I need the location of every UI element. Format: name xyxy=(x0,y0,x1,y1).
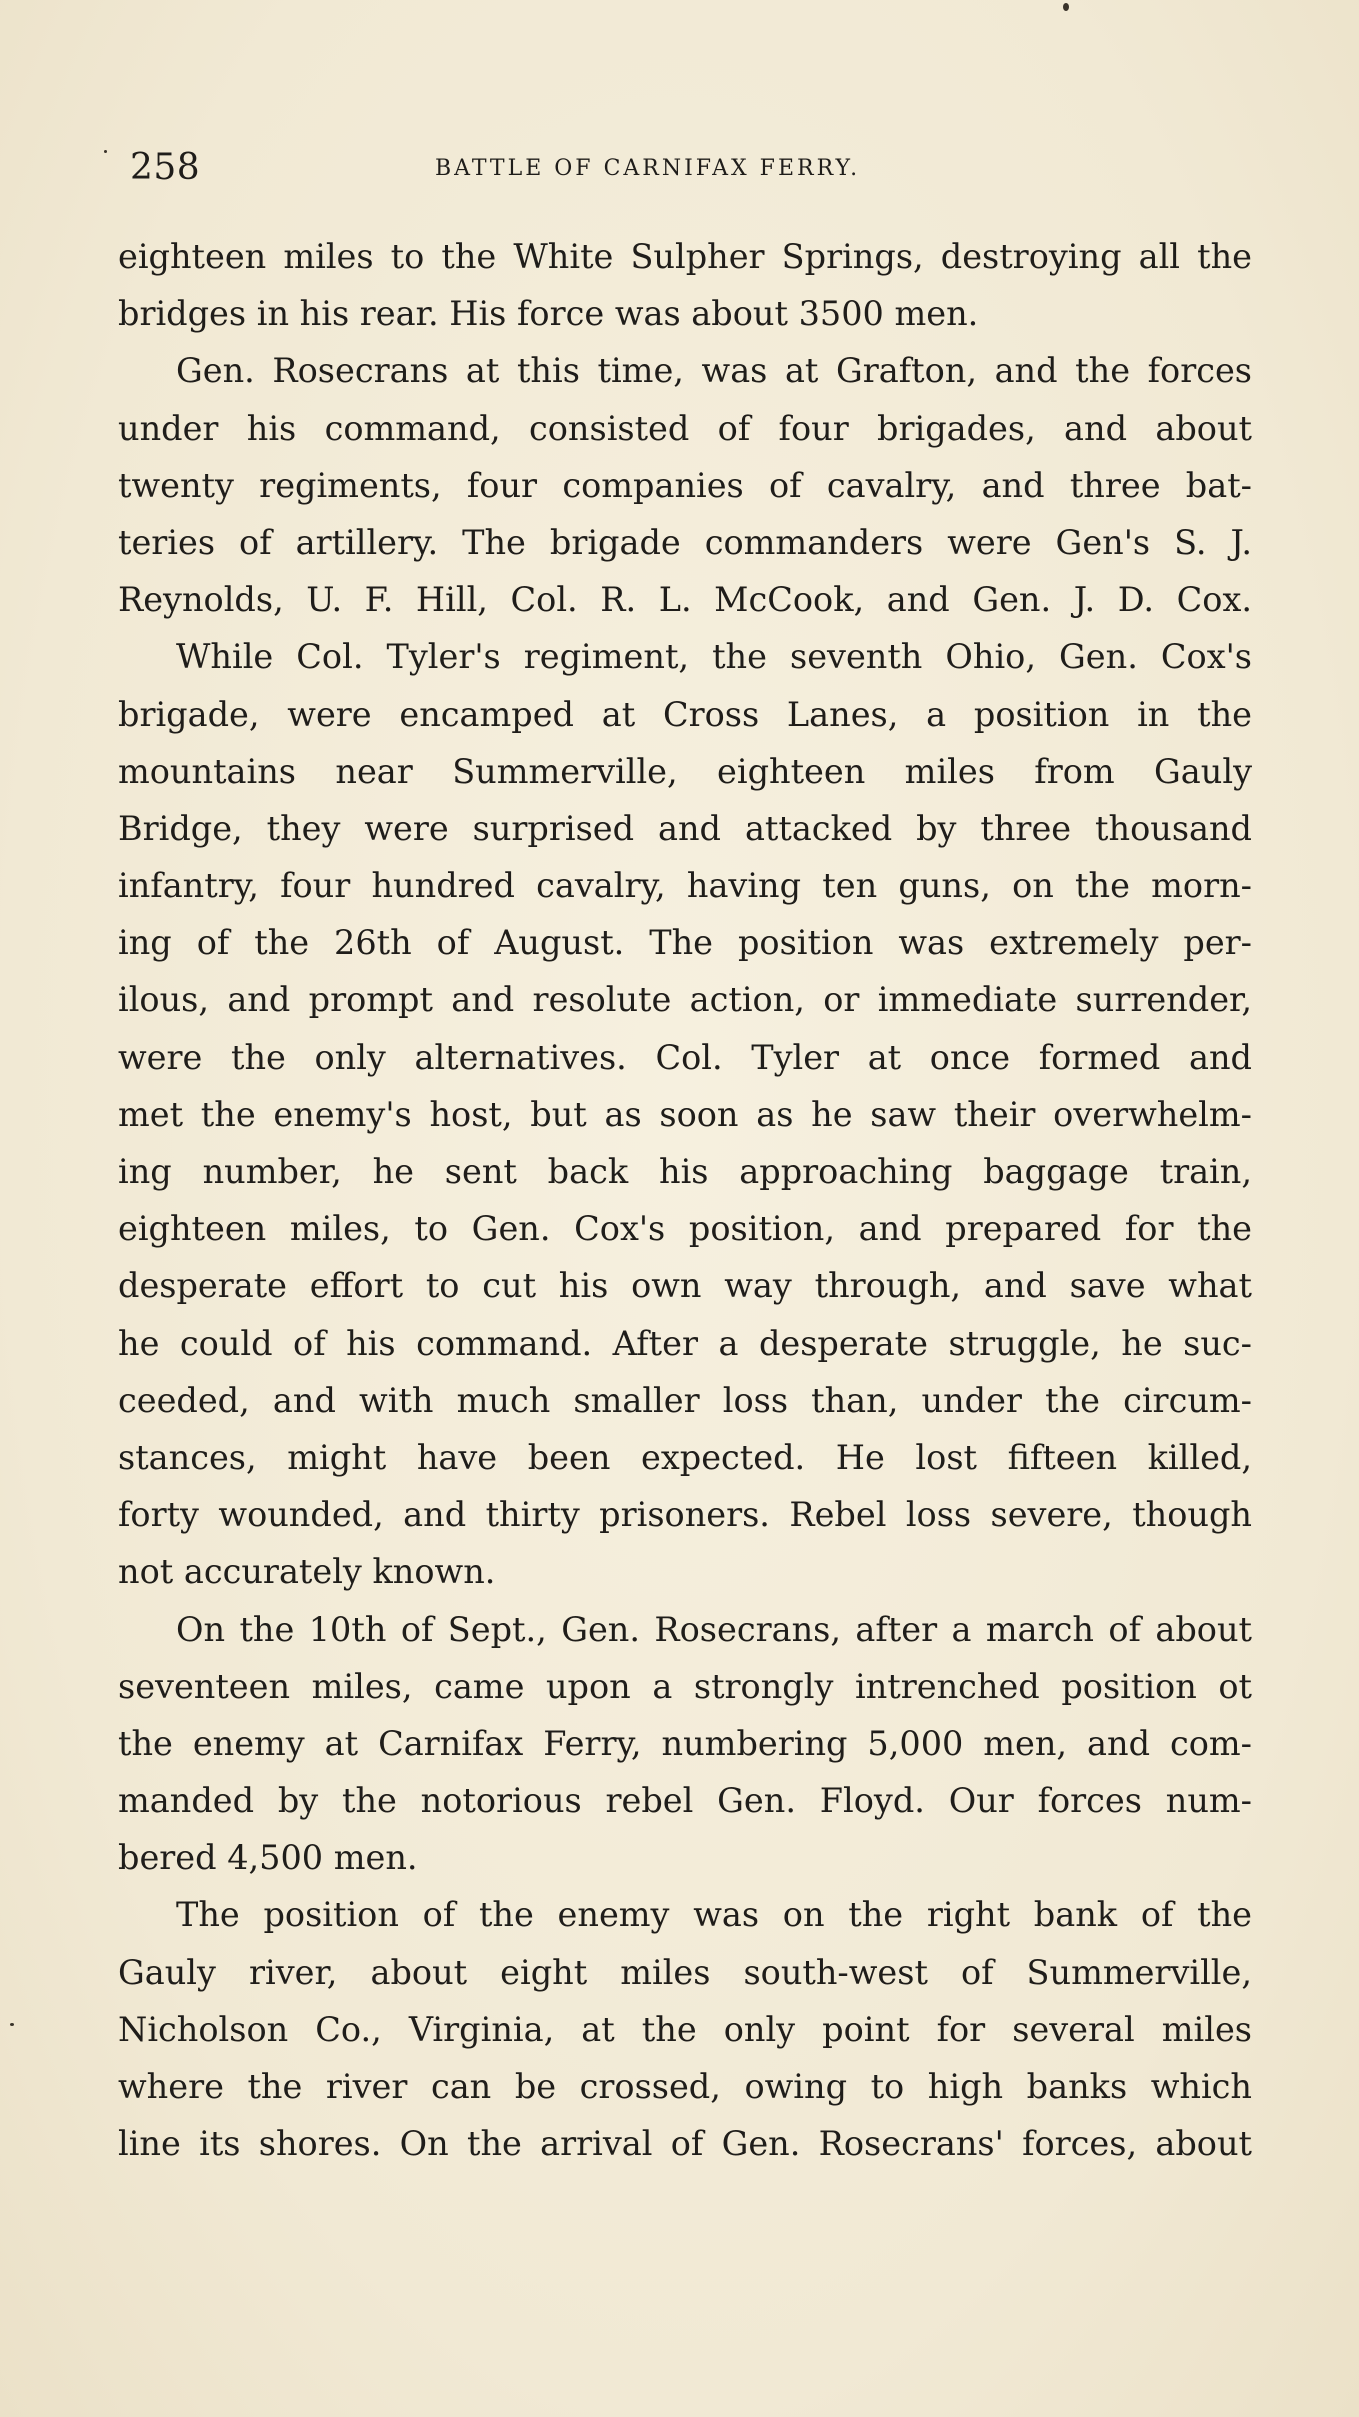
text-line: where the river can be crossed, owing to high banks which xyxy=(118,2067,1252,2106)
text-line: ilous, and prompt and resolute action, or immediate surrender, xyxy=(118,980,1252,1020)
text-line: Nicholson Co., Virginia, at the only point for several miles xyxy=(118,2009,1252,2049)
page-header xyxy=(130,143,1240,193)
text-line: under his command, consisted of four brigades, and about xyxy=(118,408,1252,448)
text-line: ceeded, and with much smaller loss than, under the circum- xyxy=(118,1380,1252,1420)
text-line: eighteen miles to the White Sulpher Springs, destroying all the xyxy=(118,237,1252,276)
text-line: the enemy at Carnifax Ferry, numbering 5,000 men, and com- xyxy=(118,1723,1252,1763)
text-line: were the only alternatives. Col. Tyler at once formed and xyxy=(118,1037,1252,1077)
text-line: met the enemy's host, but as soon as he saw their overwhelm- xyxy=(118,1094,1252,1134)
text-line: brigade, were encamped at Cross Lanes, a position in the xyxy=(118,694,1252,734)
text-line: desperate effort to cut his own way through, and save what xyxy=(118,1266,1252,1306)
body-text xyxy=(118,228,1252,2172)
text-line: bridges in his rear. His force was about 3500 men. xyxy=(118,294,979,334)
text-line: seventeen miles, came upon a strongly intrenched position ot xyxy=(118,1666,1252,1706)
page-number: 258 xyxy=(130,147,201,188)
text-line: On the 10th of Sept., Gen. Rosecrans, after a march of about xyxy=(176,1609,1252,1649)
text-line: Gen. Rosecrans at this time, was at Grafton, and the forces xyxy=(176,351,1252,391)
text-line: Bridge, they were surprised and attacked by three thousand xyxy=(118,808,1252,848)
text-line: mountains near Summerville, eighteen miles from Gauly xyxy=(118,751,1252,791)
running-head: BATTLE OF CARNIFAX FERRY. xyxy=(435,156,861,181)
ink-speck xyxy=(1063,3,1069,11)
text-line: The position of the enemy was on the right bank of the xyxy=(176,1895,1252,1935)
text-line: twenty regiments, four companies of cavalry, and three bat- xyxy=(118,465,1252,505)
ink-speck xyxy=(104,150,107,153)
text-line: manded by the notorious rebel Gen. Floyd. Our forces num- xyxy=(118,1781,1252,1821)
text-line: ing of the 26th of August. The position was extremely per- xyxy=(118,923,1252,963)
text-line: Reynolds, U. F. Hill, Col. R. L. McCook, and Gen. J. D. Cox. xyxy=(118,580,1252,620)
text-line: bered 4,500 men. xyxy=(118,1838,418,1878)
text-line: forty wounded, and thirty prisoners. Rebel loss severe, though xyxy=(118,1495,1252,1535)
text-line: While Col. Tyler's regiment, the seventh Ohio, Gen. Cox's xyxy=(176,637,1252,677)
text-line: ing number, he sent back his approaching baggage train, xyxy=(118,1152,1252,1191)
text-line: line its shores. On the arrival of Gen. Rosecrans' forces, about xyxy=(118,2124,1252,2164)
text-line: he could of his command. After a desperate struggle, he suc- xyxy=(118,1323,1252,1363)
text-line: not accurately known. xyxy=(118,1552,496,1592)
ink-speck xyxy=(10,2023,14,2026)
text-line: stances, might have been expected. He lost fifteen killed, xyxy=(118,1437,1252,1477)
text-line: Gauly river, about eight miles south-west of Summerville, xyxy=(118,1952,1252,1992)
text-line: infantry, four hundred cavalry, having ten guns, on the morn- xyxy=(118,866,1252,906)
text-line: eighteen miles, to Gen. Cox's position, and prepared for the xyxy=(118,1209,1252,1249)
text-line: teries of artillery. The brigade commanders were Gen's S. J. xyxy=(118,522,1252,562)
